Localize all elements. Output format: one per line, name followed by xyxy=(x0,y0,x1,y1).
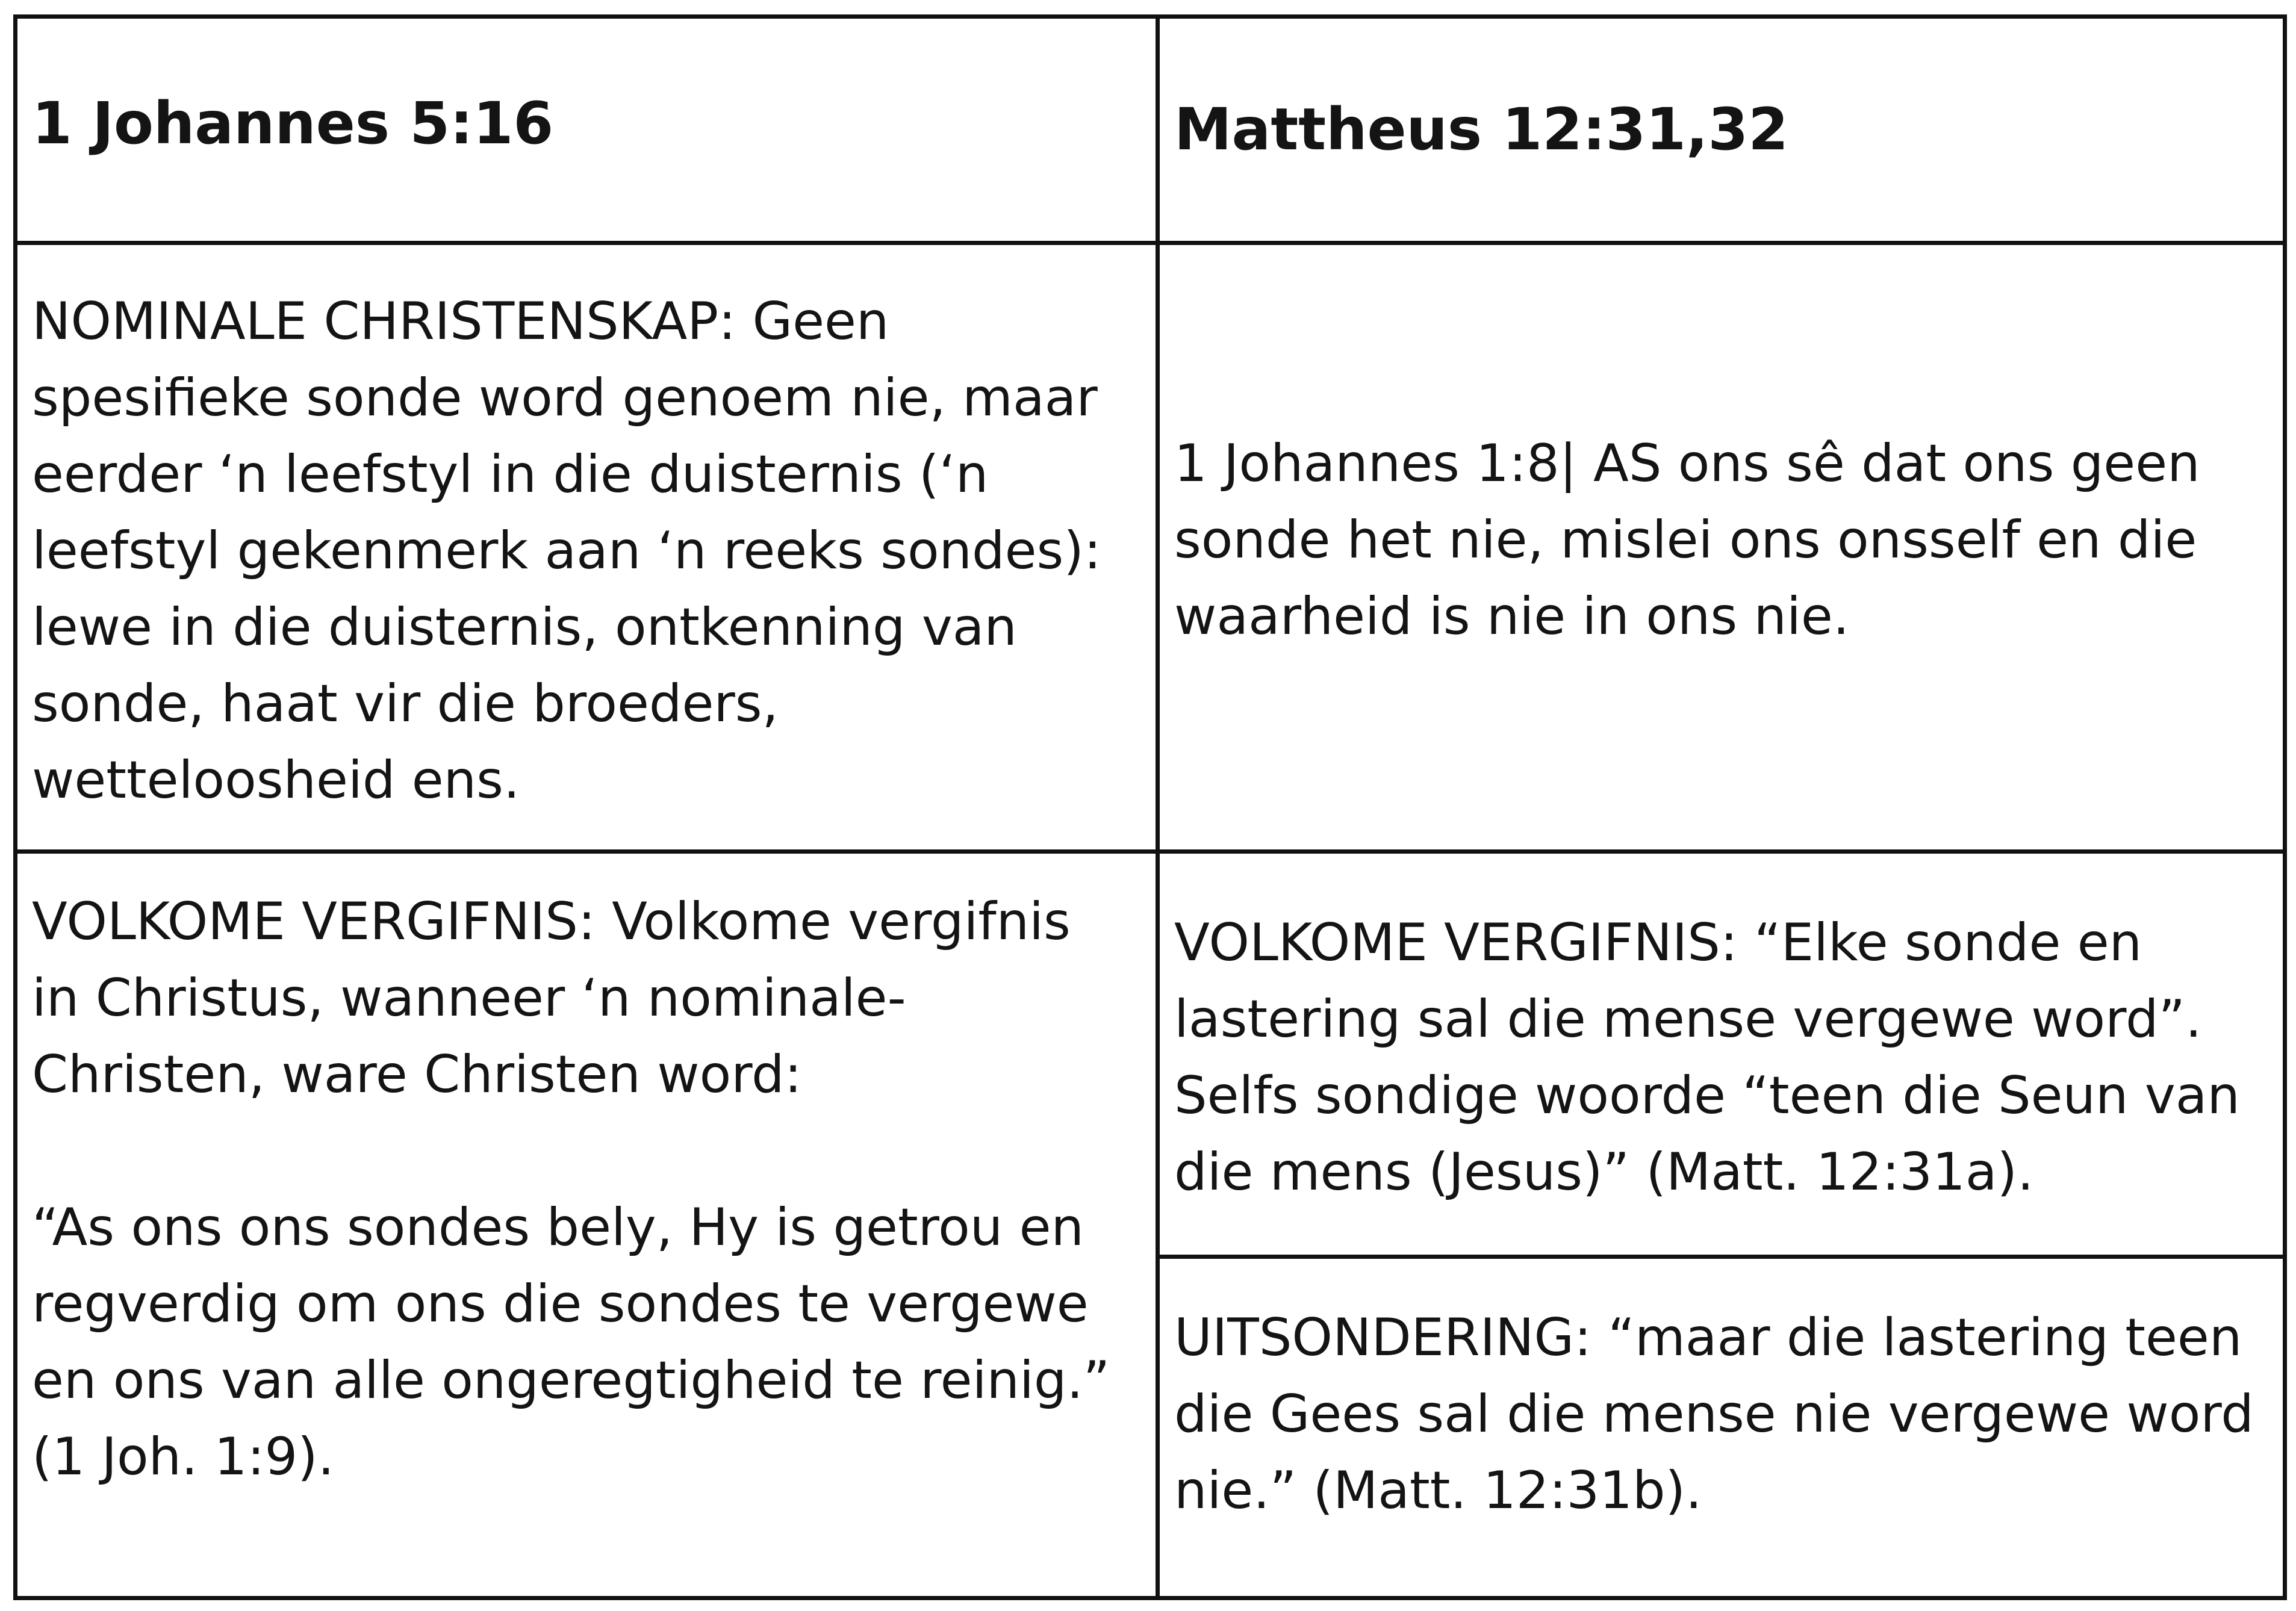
header-mattheus-12-31-32: Mattheus 12:31,32 xyxy=(1174,96,1789,164)
row2-cell-right-bottom xyxy=(1160,1259,2283,1600)
header-cell-left xyxy=(17,19,1156,241)
row-divider xyxy=(17,849,2283,854)
volkome-vergifnis-left xyxy=(32,884,1110,1495)
row2-cell-right-top xyxy=(1160,854,2283,1255)
johannes-1-9-quote-text: “As ons ons sondes bely, Hy is getrou en regverdig om ons die sondes te vergewe en ons van alle ongeregtigheid te reinig.” (1 Joh. 1:9). xyxy=(32,1197,1110,1487)
right-cell-divider xyxy=(1160,1255,2283,1259)
nominale-christenskap-text: NOMINALE CHRISTENSKAP: Geen spesifieke sonde word genoem nie, maar eerder ‘n leefstyl in die duisternis (‘n leefstyl gekenmerk aan ‘n reeks sondes): lewe in die duisternis, ontkenning van sonde, haat vir die broeders, wetteloosheid ens. xyxy=(32,291,1101,810)
volkome-vergifnis-intro-text: VOLKOME VERGIFNIS: Volkome vergifnis in Christus, wanneer ‘n nominale- Christen, ware Christen word: xyxy=(32,892,1071,1105)
row1-cell-right xyxy=(1160,245,2283,849)
uitsondering-text: UITSONDERING: “maar die lastering teen die Gees sal die mense nie vergewe word nie.” (Matt. 12:31b). xyxy=(1174,1308,2254,1521)
row1-cell-left xyxy=(17,245,1156,849)
volkome-vergifnis-right-text: VOLKOME VERGIFNIS: “Elke sonde en lastering sal die mense vergewe word”. Selfs sondige woorde “teen die Seun van die mens (Jesus)” (Matt. 12:31a). xyxy=(1174,913,2240,1202)
header-cell-right xyxy=(1160,19,2283,241)
header-row-divider xyxy=(17,241,2283,245)
comparison-table xyxy=(13,14,2287,1600)
column-divider xyxy=(1156,19,1160,1596)
header-1-johannes-5-16: 1 Johannes 5:16 xyxy=(32,90,554,158)
row2-cell-left xyxy=(17,854,1156,1600)
johannes-1-8-text: 1 Johannes 1:8| AS ons sê dat ons geen sonde het nie, mislei ons onsself en die waarheid is nie in ons nie. xyxy=(1174,433,2200,647)
